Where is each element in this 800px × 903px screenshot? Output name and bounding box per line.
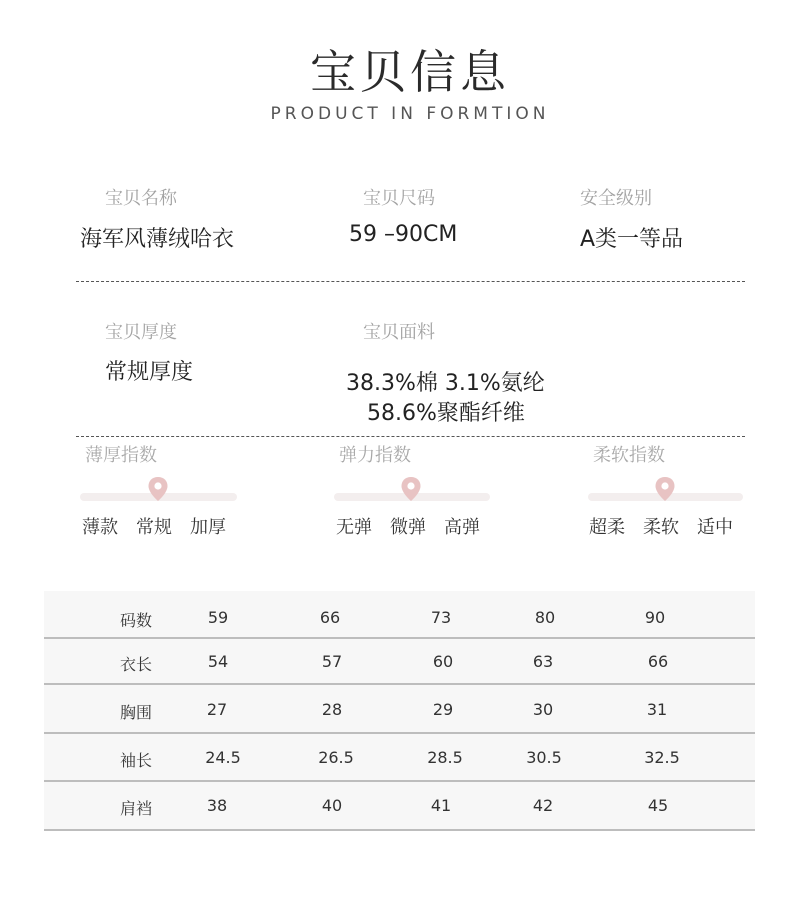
table-cell: 41 [430,796,452,815]
table-cell: 60 [432,652,454,671]
index-title: 薄厚指数 [85,445,157,466]
size-value: 59 –90CM [349,222,458,247]
fabric-line-1: 38.3%棉 3.1%氨纶 [346,371,545,396]
table-cell: 66 [647,652,669,671]
row-label: 袖长 [119,751,153,770]
row-label: 肩裆 [119,799,153,818]
table-cell: 63 [532,652,554,671]
table-row [44,734,755,782]
table-cell: 27 [206,700,228,719]
index-title: 柔软指数 [593,445,665,466]
fabric-label: 宝贝面料 [363,322,435,343]
table-cell: 30.5 [526,748,562,767]
location-pin-icon [654,476,676,502]
table-cell: 73 [430,608,452,627]
table-row [44,591,755,639]
table-cell: 59 [207,608,229,627]
table-row [44,639,755,685]
table-cell: 26.5 [318,748,354,767]
table-cell: 66 [319,608,341,627]
table-cell: 32.5 [644,748,680,767]
safety-value: A类一等品 [580,227,684,252]
safety-label: 安全级别 [580,188,652,209]
table-row [44,782,755,831]
table-cell: 42 [532,796,554,815]
table-cell: 80 [534,608,556,627]
dashed-divider [76,436,745,437]
table-cell: 28.5 [427,748,463,767]
name-label: 宝贝名称 [105,188,177,209]
size-table [44,591,755,831]
index-option: 无弹 [336,517,372,538]
thickness-label: 宝贝厚度 [105,322,177,343]
table-cell: 57 [321,652,343,671]
row-label: 胸围 [119,703,153,722]
table-cell: 54 [207,652,229,671]
table-cell: 28 [321,700,343,719]
index-option: 加厚 [190,517,226,538]
size-label: 宝贝尺码 [363,188,435,209]
index-option: 微弹 [390,517,426,538]
row-label: 码数 [119,611,153,630]
fabric-line-2: 58.6%聚酯纤维 [367,401,525,426]
index-option: 适中 [697,517,733,538]
index-option: 薄款 [82,517,118,538]
index-option: 高弹 [444,517,480,538]
table-cell: 45 [647,796,669,815]
location-pin-icon [147,476,169,502]
index-option: 常规 [136,517,172,538]
table-cell: 40 [321,796,343,815]
row-label: 衣长 [119,655,153,674]
index-option: 柔软 [643,517,679,538]
table-cell: 29 [432,700,454,719]
table-cell: 90 [644,608,666,627]
index-title: 弹力指数 [339,445,411,466]
index-option: 超柔 [589,517,625,538]
table-cell: 24.5 [205,748,241,767]
dashed-divider [76,281,745,282]
section-title: 宝贝信息 [310,45,510,99]
section-subtitle: PRODUCT IN FORMTION [270,104,550,124]
table-cell: 30 [532,700,554,719]
name-value: 海军风薄绒哈衣 [80,227,235,252]
thickness-value: 常规厚度 [105,360,194,385]
table-row [44,685,755,734]
table-cell: 31 [646,700,668,719]
table-cell: 38 [206,796,228,815]
location-pin-icon [400,476,422,502]
